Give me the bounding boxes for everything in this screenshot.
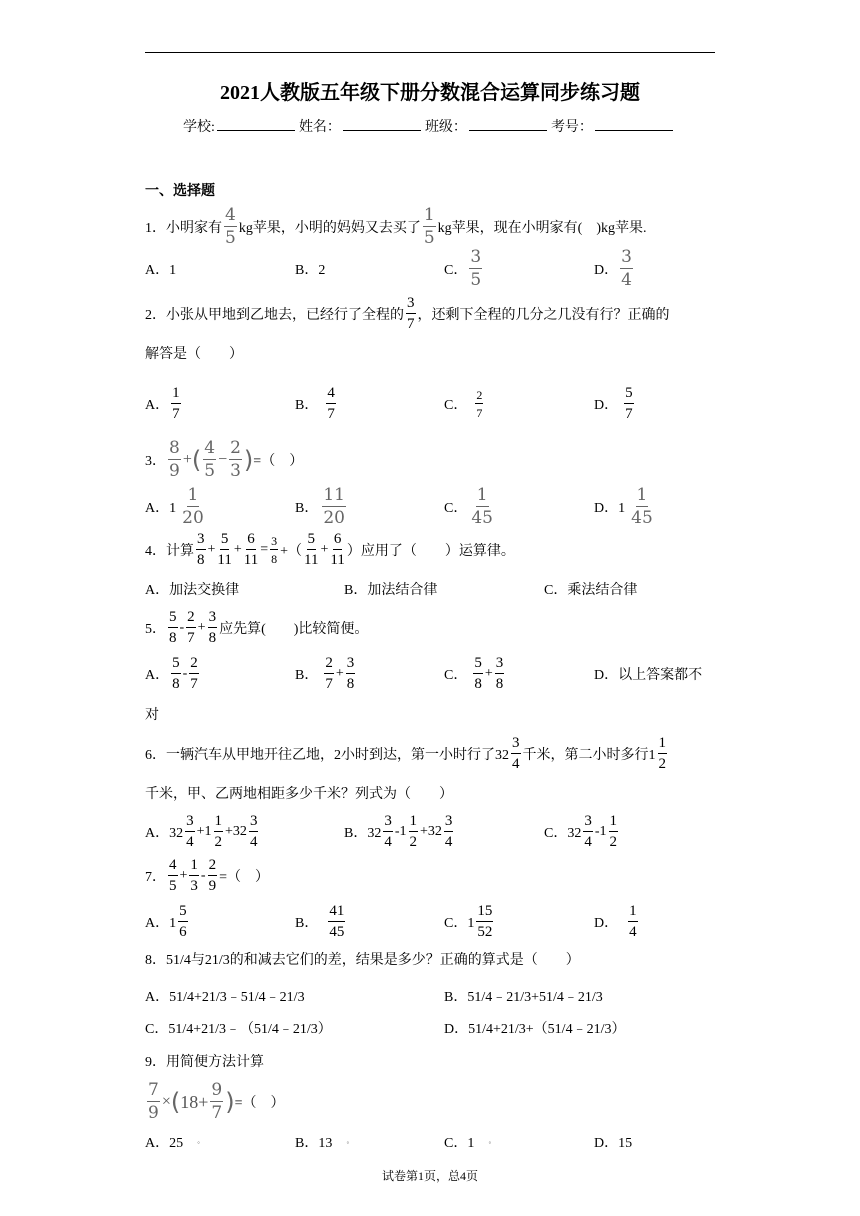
left-paren: ( <box>170 1088 181 1116</box>
fraction: $\frac{3}{4}$ <box>249 813 258 850</box>
fraction: $\frac{8}{9}$ <box>169 438 180 481</box>
fraction: $\frac{5}{8}$ <box>172 655 180 692</box>
minus-sign: - <box>179 620 185 635</box>
q7-option-b[interactable]: B． $\frac{41}{45}$ <box>295 903 345 940</box>
fraction: $\frac{3}{7}$ <box>407 295 415 332</box>
exam-number-blank[interactable] <box>595 118 673 131</box>
q4-text: 4．计算 <box>145 544 194 559</box>
fraction: $\frac{1}{2}$ <box>658 735 666 772</box>
q4-option-b[interactable]: B．加法结合律 <box>344 583 438 598</box>
fraction: $\frac{2}{7}$ <box>476 388 483 420</box>
q2-option-c[interactable]: C． $\frac{2}{7}$ <box>444 388 483 420</box>
fraction: $\frac{3}{8}$ <box>346 655 355 692</box>
q4-option-c[interactable]: C．乘法结合律 <box>544 583 638 598</box>
fraction: $\frac{5}{8}$ <box>474 655 482 692</box>
q7-option-c[interactable]: C．1 $\frac{15}{52}$ <box>444 903 493 940</box>
q6-option-a[interactable]: A．32 $\frac{3}{4}$ +1 $\frac{1}{2}$ +32 $\frac{3}{4}$ <box>145 813 258 850</box>
fraction: $\frac{5}{8}$ <box>169 609 177 646</box>
plus-sign: + <box>320 542 329 557</box>
fraction: $\frac{2}{7}$ <box>325 655 333 692</box>
page-footer: 试卷第1页，总4页 <box>381 1169 478 1183</box>
school-blank[interactable] <box>217 118 295 131</box>
plus-paren: +（ <box>280 544 303 559</box>
q2-option-a[interactable]: A． $\frac{1}{7}$ <box>145 385 180 422</box>
fraction: $\frac{6}{11}$ <box>243 531 259 568</box>
fraction: $\frac{9}{7}$ <box>211 1080 223 1123</box>
fraction: $\frac{5}{11}$ <box>217 531 232 568</box>
fraction: $\frac{4}{5}$ <box>169 857 177 894</box>
fraction: $\frac{3}{4}$ <box>186 813 194 850</box>
question-5 <box>145 608 368 648</box>
q2-text-2: ，还剩下全程的几分之几没有行？正确的 <box>417 308 670 323</box>
q1-option-c[interactable]: C． $\frac{3}{5}$ <box>444 247 482 290</box>
page-title: 2021人教版五年级下册分数混合运算同步练习题 <box>220 82 640 104</box>
question-3 <box>145 440 303 480</box>
q5-option-d[interactable]: D．以上答案都不 <box>594 668 703 683</box>
q5-option-b[interactable]: B． $\frac{2}{7}$ + $\frac{3}{8}$ <box>295 655 355 692</box>
fraction: $\frac{5}{11}$ <box>304 531 319 568</box>
q1-text-2: kg苹果，小明的妈妈又去买了 <box>238 221 421 236</box>
fraction: $\frac{3}{8}$ <box>197 531 205 568</box>
fraction: $\frac{3}{4}$ <box>621 247 632 290</box>
question-6 <box>145 732 669 776</box>
fraction: $\frac{1}{45}$ <box>631 485 653 528</box>
question-8: 8．51/4与21/3的和减去它们的差，结果是多少？正确的算式是（ ） <box>145 953 580 968</box>
q8-option-a[interactable]: A．51/4+21/3﹣51/4﹣21/3 <box>145 990 305 1005</box>
fraction: $\frac{3}{8}$ <box>495 655 504 692</box>
q3-option-a[interactable]: A．1 $\frac{1}{20}$ <box>145 485 204 528</box>
fraction: $\frac{1}{2}$ <box>214 813 223 850</box>
fraction: $\frac{2}{7}$ <box>190 655 198 692</box>
exam-number-label: 考号： <box>550 120 593 135</box>
minus-sign: − <box>218 451 228 468</box>
q9-option-c[interactable]: C．1 ◦ <box>444 1136 492 1151</box>
q2-option-b[interactable]: B． $\frac{4}{7}$ <box>295 385 335 422</box>
fraction: $\frac{3}{5}$ <box>470 247 482 290</box>
fraction: $\frac{1}{7}$ <box>172 385 180 422</box>
fraction: $\frac{2}{3}$ <box>230 438 241 481</box>
minus-sign: - <box>200 868 206 883</box>
fraction: $\frac{3}{4}$ <box>384 813 392 850</box>
q8-option-c[interactable]: C．51/4+21/3﹣（51/4﹣21/3） <box>145 1022 332 1037</box>
right-paren: ) <box>243 446 254 474</box>
fraction: $\frac{4}{7}$ <box>327 385 335 422</box>
school-label: 学校: <box>183 120 215 135</box>
q7-option-d[interactable]: D． $\frac{1}{4}$ <box>594 903 637 940</box>
student-info-line <box>0 116 860 136</box>
q6-option-c[interactable]: C．32 $\frac{3}{4}$ -1 $\frac{1}{2}$ <box>544 813 618 850</box>
fraction: $\frac{4}{5}$ <box>225 205 236 248</box>
q9-expression <box>145 1080 285 1124</box>
fraction: $\frac{1}{2}$ <box>609 813 618 850</box>
q9-term: 18+ <box>180 1091 209 1112</box>
question-1 <box>145 205 647 248</box>
q9-equals: =（ ） <box>234 1096 285 1111</box>
q1-text-4: )kg苹果. <box>596 221 647 236</box>
section-heading: 一、选择题 <box>145 184 215 199</box>
q3-option-b[interactable]: B． $\frac{11}{20}$ <box>295 485 345 528</box>
question-7 <box>145 856 269 896</box>
q9-option-b[interactable]: B．13 ◦ <box>295 1136 350 1151</box>
plus-sign: + <box>233 542 242 557</box>
plus-sign: + <box>179 868 188 883</box>
q2-text-3: 解答是（ ） <box>145 347 243 362</box>
name-label: 姓名： <box>298 120 341 135</box>
fraction: $\frac{5}{6}$ <box>179 903 187 940</box>
q3-option-c[interactable]: C． $\frac{1}{45}$ <box>444 485 493 528</box>
q2-option-d[interactable]: D． $\frac{5}{7}$ <box>594 385 633 422</box>
q5-option-d-wrap: 对 <box>145 708 159 723</box>
q8-option-d[interactable]: D．51/4+21/3+（51/4﹣21/3） <box>444 1022 626 1037</box>
fraction: $\frac{1}{2}$ <box>409 813 418 850</box>
q6-text-2: 千米，第二小时多行1 <box>522 748 656 763</box>
q1-text: 1．小明家有 <box>145 221 222 236</box>
question-2 <box>145 294 670 334</box>
equals-sign: = <box>260 542 269 557</box>
times-sign: × <box>161 1093 171 1110</box>
q5-text: 5． <box>145 622 166 637</box>
fraction: $\frac{15}{52}$ <box>477 903 493 940</box>
plus-sign: + <box>207 542 216 557</box>
q5-option-a[interactable]: A． $\frac{5}{8}$ - $\frac{2}{7}$ <box>145 655 198 692</box>
top-rule <box>145 52 715 53</box>
fraction: $\frac{1}{4}$ <box>629 903 637 940</box>
fraction: $\frac{1}{20}$ <box>182 485 204 528</box>
right-paren: ) <box>225 1088 235 1116</box>
fraction: $\frac{3}{4}$ <box>512 735 520 772</box>
q8-option-b[interactable]: B．51/4﹣21/3+51/4﹣21/3 <box>444 990 603 1005</box>
fraction: $\frac{3}{8}$ <box>271 534 278 566</box>
class-blank[interactable] <box>469 118 547 131</box>
fraction: $\frac{2}{7}$ <box>187 609 195 646</box>
q7-option-a[interactable]: A．1 $\frac{5}{6}$ <box>145 903 187 940</box>
fraction: $\frac{5}{7}$ <box>625 385 633 422</box>
fraction: $\frac{1}{3}$ <box>190 857 198 894</box>
q1-option-b[interactable]: B．2 <box>295 263 326 278</box>
left-paren: ( <box>191 446 202 474</box>
q4-option-a[interactable]: A．加法交换律 <box>145 583 240 598</box>
fraction: $\frac{2}{9}$ <box>208 857 217 894</box>
fraction: $\frac{6}{11}$ <box>330 531 345 568</box>
plus-sign: + <box>182 451 192 468</box>
question-9: 9．用简便方法计算 <box>145 1055 264 1070</box>
q6-option-b[interactable]: B．32 $\frac{3}{4}$ -1 $\frac{1}{2}$ +32 $\frac{3}{4}$ <box>344 813 453 850</box>
q3-equals: =（ ） <box>253 454 304 469</box>
q2-text: 2．小张从甲地到乙地去，已经行了全程的 <box>145 308 404 323</box>
plus-sign: + <box>197 620 206 635</box>
fraction: $\frac{41}{45}$ <box>329 903 345 940</box>
q1-option-a[interactable]: A．1 <box>145 263 177 278</box>
q7-text: 7． <box>145 870 166 885</box>
class-label: 班级： <box>424 120 467 135</box>
fraction: $\frac{4}{5}$ <box>204 438 216 481</box>
q4-text-2: ）应用了（ ）运算律。 <box>346 544 515 559</box>
q3-option-d[interactable]: D．1 $\frac{1}{45}$ <box>594 485 653 528</box>
q5-text-2: 应先算( )比较简便。 <box>219 622 369 637</box>
fraction: $\frac{7}{9}$ <box>148 1080 159 1123</box>
q3-text: 3． <box>145 454 166 469</box>
fraction: $\frac{3}{8}$ <box>208 609 217 646</box>
fraction: $\frac{11}{20}$ <box>323 485 345 528</box>
q6-text: 6．一辆汽车从甲地开往乙地，2小时到达，第一小时行了32 <box>145 748 509 763</box>
q6-text-3: 千米，甲、乙两地相距多少千米？列式为（ ） <box>145 787 453 802</box>
fraction: $\frac{3}{4}$ <box>444 813 453 850</box>
q1-option-d[interactable]: D． $\frac{3}{4}$ <box>594 247 632 290</box>
q1-text-3: kg苹果，现在小明家有( <box>437 221 583 236</box>
fraction: $\frac{1}{45}$ <box>471 485 493 528</box>
name-blank[interactable] <box>343 118 421 131</box>
q5-option-c[interactable]: C． $\frac{5}{8}$ + $\frac{3}{8}$ <box>444 655 504 692</box>
fraction: $\frac{1}{5}$ <box>423 205 435 248</box>
question-4 <box>145 530 515 570</box>
q9-option-a[interactable]: A．25 ◦ <box>145 1136 200 1151</box>
q9-option-d[interactable]: D．15 <box>594 1136 633 1151</box>
q7-equals: =（ ） <box>219 870 269 885</box>
fraction: $\frac{3}{4}$ <box>584 813 592 850</box>
